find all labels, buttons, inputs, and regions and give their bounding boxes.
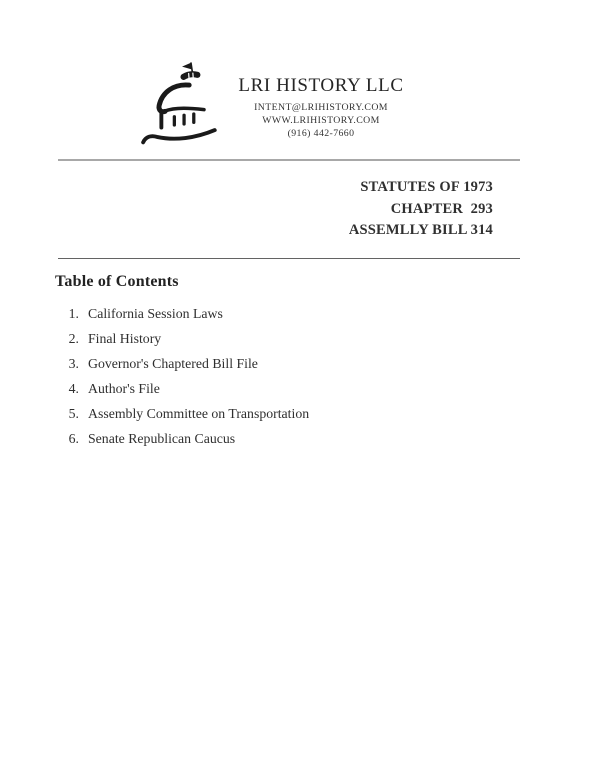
statute-reference-block <box>349 177 493 242</box>
toc-item-number: 6. <box>68 431 79 446</box>
toc-item-label: Governor's Chaptered Bill File <box>88 356 258 371</box>
toc-item <box>55 326 475 351</box>
toc-item-label: Final History <box>88 331 162 346</box>
company-email: INTENT@LRIHISTORY.COM <box>254 102 388 113</box>
horizontal-rule-top <box>58 159 520 161</box>
company-name: LRI HISTORY LLC <box>238 75 404 96</box>
toc-item <box>55 376 475 401</box>
horizontal-rule-mid <box>58 258 520 259</box>
toc-list <box>55 301 475 451</box>
toc-item <box>55 401 475 426</box>
toc-item-number: 4. <box>68 381 79 396</box>
toc-item-number: 1. <box>68 306 79 321</box>
toc-item <box>55 426 475 451</box>
toc-item-number: 5. <box>68 406 79 421</box>
toc-item-label: Assembly Committee on Transportation <box>88 406 310 421</box>
toc-item-number: 2. <box>68 331 79 346</box>
toc-item <box>55 301 475 326</box>
toc-item <box>55 351 475 376</box>
toc-item-number: 3. <box>68 356 79 371</box>
statute-line-bill: ASSEMLLY BILL 314 <box>348 222 493 238</box>
toc-item-label: California Session Laws <box>88 306 223 321</box>
toc-title: Table of Contents <box>55 273 179 290</box>
toc-item-label: Author's File <box>88 381 160 396</box>
statute-line-chapter: CHAPTER 293 <box>390 200 493 217</box>
company-website: WWW.LRIHISTORY.COM <box>262 115 380 126</box>
letterhead <box>203 74 439 140</box>
toc-item-label: Senate Republican Caucus <box>88 431 236 446</box>
statute-line-year: STATUTES OF 1973 <box>360 179 493 195</box>
company-phone: (916) 442-7660 <box>287 128 355 139</box>
